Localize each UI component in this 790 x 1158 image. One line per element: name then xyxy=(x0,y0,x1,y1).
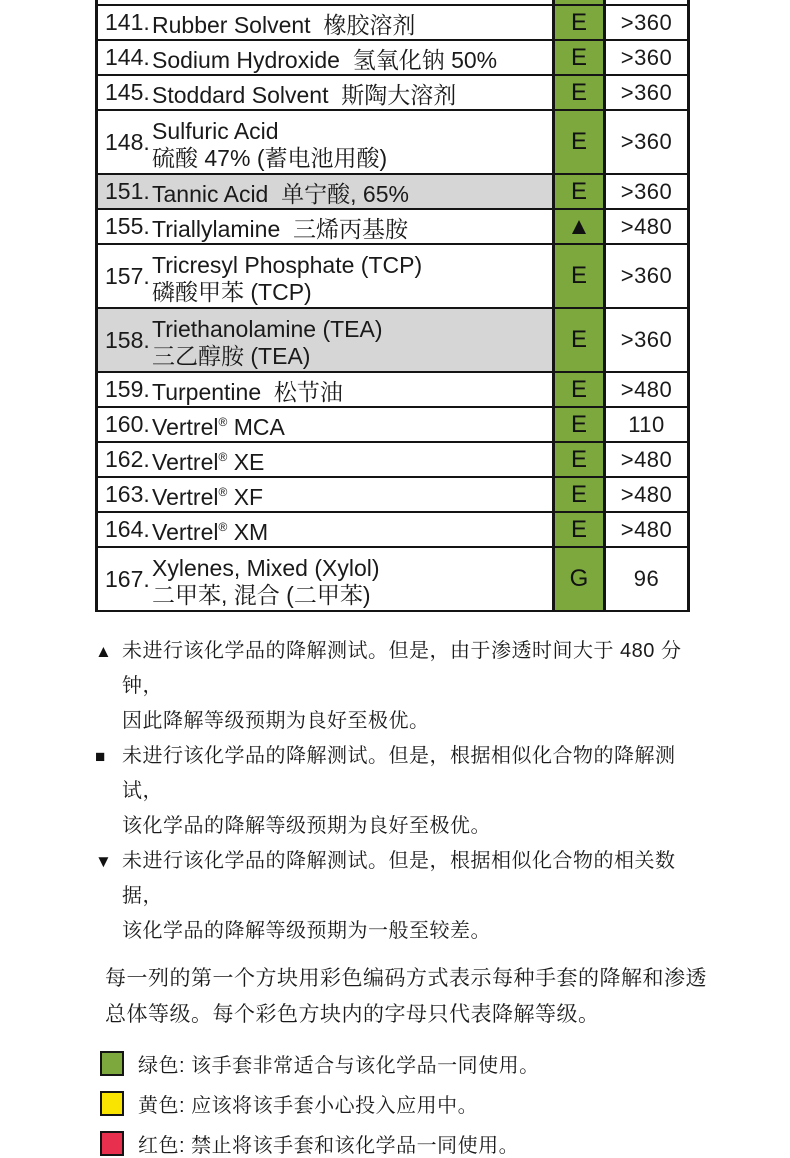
degradation-rating-cell: E xyxy=(555,41,606,74)
permeation-time-cell: >480 xyxy=(606,210,687,243)
registered-mark: ® xyxy=(218,484,228,499)
chemical-name-cell xyxy=(98,373,555,406)
chemical-name xyxy=(152,176,409,208)
legend-item-yellow xyxy=(100,1091,790,1116)
chemical-name-cell xyxy=(98,111,555,173)
chemical-table xyxy=(95,0,690,612)
table-row xyxy=(98,76,687,111)
chemical-name xyxy=(152,211,408,243)
permeation-time-cell: >480 xyxy=(606,513,687,546)
table-row xyxy=(98,478,687,513)
triangle-up-icon: ▲ xyxy=(95,642,112,661)
degradation-rating-cell: E xyxy=(555,408,606,441)
chemical-name-cell xyxy=(98,245,555,307)
footnotes xyxy=(95,634,700,949)
name-text-after: XE xyxy=(227,448,265,475)
name-text: Vertrel xyxy=(152,448,219,475)
chemical-name xyxy=(152,550,380,582)
table-row xyxy=(98,41,687,76)
degradation-rating-cell: E xyxy=(555,76,606,109)
permeation-time-cell: >360 xyxy=(606,175,687,208)
table-row xyxy=(98,443,687,478)
name-text-after: XF xyxy=(227,483,264,510)
table-row xyxy=(98,548,687,612)
row-number: 158. xyxy=(105,326,150,353)
chemical-name-cell xyxy=(98,408,555,441)
degradation-rating-cell: G xyxy=(555,548,606,610)
chemical-name xyxy=(152,409,285,441)
name-text: Stoddard Solvent 斯陶大溶剂 xyxy=(152,81,457,108)
rating-cell xyxy=(555,0,606,4)
green-swatch-icon xyxy=(100,1051,124,1076)
row-number: 167. xyxy=(105,565,150,592)
footnote-text xyxy=(122,739,700,844)
chemical-name-cell xyxy=(98,478,555,511)
degradation-rating-cell: E xyxy=(555,309,606,371)
chemical-name-cell xyxy=(98,76,555,109)
footnote-square xyxy=(95,739,700,844)
footnote-text xyxy=(122,844,700,949)
paragraph-line2: 总体等级。每个彩色方块内的字母只代表降解等级。 xyxy=(105,1003,600,1026)
table-row xyxy=(98,373,687,408)
chemical-name-cell xyxy=(98,513,555,546)
table-row xyxy=(98,175,687,210)
chemical-name-line2: 硫酸 47% (蓄电池用酸) xyxy=(152,144,388,171)
degradation-rating-cell: E xyxy=(555,513,606,546)
table-row xyxy=(98,408,687,443)
row-number: 151. xyxy=(105,178,150,204)
row-number: 163. xyxy=(105,481,150,507)
red-swatch-icon xyxy=(100,1131,124,1156)
legend-item-green xyxy=(100,1051,790,1076)
degradation-rating-cell triangle-up-icon: ▲ xyxy=(555,210,606,243)
chemical-name xyxy=(152,77,456,109)
chemical-name xyxy=(152,311,383,343)
name-text: Rubber Solvent 橡胶溶剂 xyxy=(152,11,416,38)
chemical-name xyxy=(152,444,264,476)
permeation-time-cell: 110 xyxy=(606,408,687,441)
legend-item-red xyxy=(100,1131,790,1156)
permeation-time-cell: >360 xyxy=(606,111,687,173)
footnote-line1: 未进行该化学品的降解测试。但是，由于渗透时间大于 480 分钟， xyxy=(122,640,682,697)
table-row xyxy=(98,309,687,373)
row-number: 164. xyxy=(105,516,150,542)
footnote-line2: 因此降解等级预期为良好至极优。 xyxy=(122,710,430,732)
row-number: 162. xyxy=(105,446,150,472)
degradation-rating-cell: E xyxy=(555,111,606,173)
name-text: Sodium Hydroxide 氢氧化钠 50% xyxy=(152,46,498,73)
chemical-name xyxy=(152,113,387,145)
name-text: Xylenes, Mixed (Xylol) xyxy=(152,554,380,581)
table-row xyxy=(98,210,687,245)
chemical-name-line2: 磷酸甲苯 (TCP) xyxy=(152,278,312,305)
permeation-time-cell: >480 xyxy=(606,373,687,406)
footnote-triangle-down xyxy=(95,844,700,949)
permeation-time-cell: 96 xyxy=(606,548,687,610)
chemical-name-cell xyxy=(98,309,555,371)
degradation-rating-cell: E xyxy=(555,6,606,39)
chemical-name xyxy=(152,374,343,406)
chemical-name-line2: 二甲苯, 混合 (二甲苯) xyxy=(152,581,371,608)
chemical-name-cell xyxy=(98,548,555,610)
permeation-time-cell: >360 xyxy=(606,76,687,109)
degradation-rating-cell: E xyxy=(555,245,606,307)
footnote-text xyxy=(122,634,700,739)
permeation-time-cell: >480 xyxy=(606,478,687,511)
square-icon: ■ xyxy=(95,747,106,766)
row-number: 148. xyxy=(105,128,150,155)
row-number: 155. xyxy=(105,213,150,239)
permeation-time-cell: >360 xyxy=(606,6,687,39)
chemical-name xyxy=(152,7,415,39)
yellow-swatch-icon xyxy=(100,1091,124,1116)
registered-mark: ® xyxy=(218,414,228,429)
degradation-rating-cell: E xyxy=(555,373,606,406)
permeation-time-cell: >360 xyxy=(606,309,687,371)
paragraph-line1: 每一列的第一个方块用彩色编码方式表示每种手套的降解和渗透 xyxy=(105,967,707,990)
footnote-line2: 该化学品的降解等级预期为一般至较差。 xyxy=(122,920,491,942)
permeation-time-cell: >360 xyxy=(606,41,687,74)
chemical-name-cell xyxy=(98,175,555,208)
table-row xyxy=(98,111,687,175)
name-text-after: XM xyxy=(227,518,269,545)
chemical-name xyxy=(152,514,268,546)
legend-text-red: 红色: 禁止将该手套和该化学品一同使用。 xyxy=(138,1135,520,1157)
row-number: 141. xyxy=(105,9,150,35)
name-text: Vertrel xyxy=(152,483,219,510)
permeation-time-cell: >480 xyxy=(606,443,687,476)
chemical-name xyxy=(152,42,497,74)
chemical-name-cell xyxy=(98,443,555,476)
footnote-triangle-up xyxy=(95,634,700,739)
table-row xyxy=(98,513,687,548)
footnote-line2: 该化学品的降解等级预期为良好至极优。 xyxy=(122,815,491,837)
chemical-name-cell xyxy=(98,210,555,243)
chemical-name-cell xyxy=(98,41,555,74)
row-number: 159. xyxy=(105,376,150,402)
permeation-time-cell: >360 xyxy=(606,245,687,307)
name-text: Vertrel xyxy=(152,518,219,545)
table-row xyxy=(98,6,687,41)
row-number: 157. xyxy=(105,262,150,289)
name-text: Sulfuric Acid xyxy=(152,117,279,144)
triangle-down-icon: ▼ xyxy=(95,852,112,871)
degradation-rating-cell: E xyxy=(555,478,606,511)
name-text: Tannic Acid 单宁酸, 65% xyxy=(152,180,409,207)
registered-mark: ® xyxy=(218,449,228,464)
name-text: Turpentine 松节油 xyxy=(152,378,343,405)
name-text-after: MCA xyxy=(227,413,285,440)
chemical-name-cell xyxy=(98,0,555,4)
degradation-rating-cell: E xyxy=(555,175,606,208)
table-row xyxy=(98,245,687,309)
footnote-line1: 未进行该化学品的降解测试。但是，根据相似化合物的降解测试， xyxy=(122,745,676,802)
degradation-rating-cell: E xyxy=(555,443,606,476)
row-number: 145. xyxy=(105,79,150,105)
legend-text-yellow: 黄色: 应该将该手套小心投入应用中。 xyxy=(138,1095,479,1117)
registered-mark: ® xyxy=(218,519,228,534)
color-legend xyxy=(100,1051,790,1156)
chemical-name xyxy=(152,247,422,279)
name-text: Vertrel xyxy=(152,413,219,440)
chemical-name-line2: 三乙醇胺 (TEA) xyxy=(152,342,311,369)
row-number: 144. xyxy=(105,44,150,70)
chemical-name-cell xyxy=(98,6,555,39)
footnote-line1: 未进行该化学品的降解测试。但是，根据相似化合物的相关数据， xyxy=(122,850,676,907)
chemical-name xyxy=(152,479,263,511)
permeation-time-cell xyxy=(606,0,687,4)
name-text: Triethanolamine (TEA) xyxy=(152,315,383,342)
legend-paragraph xyxy=(105,961,717,1033)
name-text: Triallylamine 三烯丙基胺 xyxy=(152,215,409,242)
row-number: 160. xyxy=(105,411,150,437)
name-text: Tricresyl Phosphate (TCP) xyxy=(152,251,423,278)
legend-text-green: 绿色: 该手套非常适合与该化学品一同使用。 xyxy=(138,1055,540,1077)
